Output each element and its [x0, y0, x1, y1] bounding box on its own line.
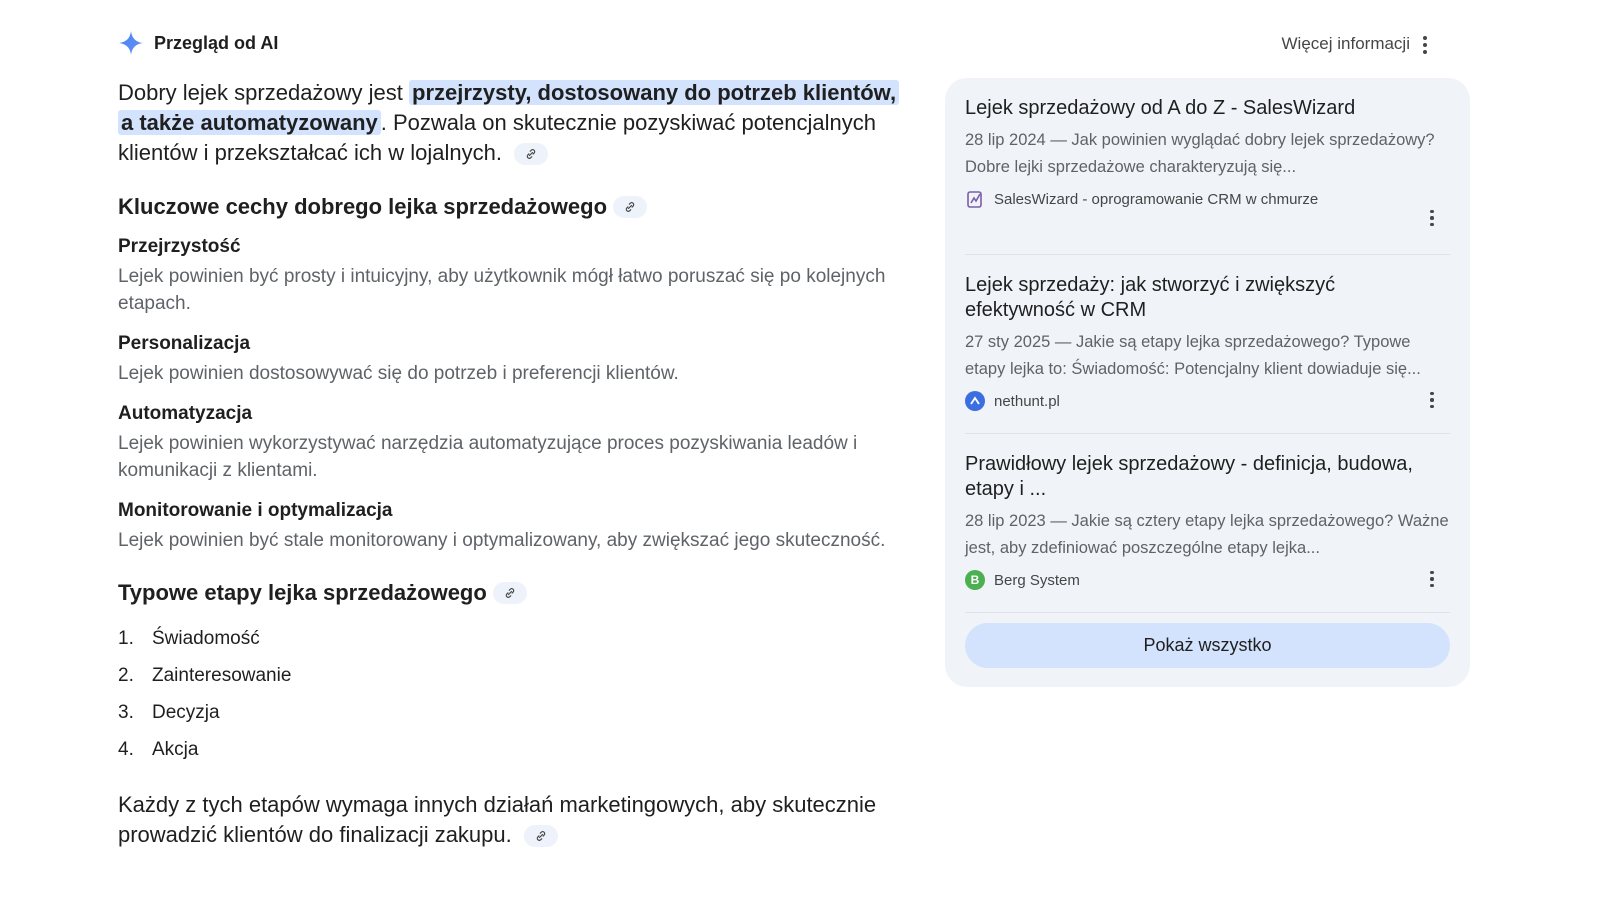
- source-link-chip[interactable]: [514, 143, 548, 165]
- source-site: [965, 570, 1450, 590]
- list-label: Zainteresowanie: [152, 664, 292, 686]
- source-card[interactable]: [965, 255, 1450, 434]
- more-options-icon[interactable]: [1424, 208, 1440, 228]
- saleswizard-icon: [965, 189, 985, 209]
- source-site-name: nethunt.pl: [994, 392, 1060, 410]
- show-all-button[interactable]: Pokaż wszystko: [965, 623, 1450, 668]
- link-icon: [504, 587, 516, 599]
- stages-heading-text: Typowe etapy lejka sprzedażowego: [118, 580, 487, 605]
- list-item: [118, 657, 908, 694]
- outro-paragraph: [118, 790, 908, 850]
- feature-title: Personalizacja: [118, 333, 251, 354]
- nethunt-icon: [965, 391, 985, 411]
- source-site: [965, 391, 1450, 411]
- feature-text: Lejek powinien być prosty i intuicyjny, aby użytkownik mógł łatwo poruszać się po kolejnych etapach.: [118, 266, 886, 314]
- ai-overview-header: [118, 30, 278, 56]
- feature-title: Monitorowanie i optymalizacja: [118, 500, 393, 521]
- source-title[interactable]: Lejek sprzedaży: jak stworzyć i zwiększyć efektywność w CRM: [965, 274, 1336, 321]
- more-info-link[interactable]: Więcej informacji: [1281, 34, 1410, 53]
- features-heading-text: Kluczowe cechy dobrego lejka sprzedażowego: [118, 194, 608, 219]
- list-number: 1.: [118, 627, 134, 649]
- list-label: Decyzja: [152, 701, 220, 723]
- ai-overview-content: [118, 78, 908, 850]
- source-card[interactable]: [965, 434, 1450, 613]
- source-link-chip[interactable]: [524, 825, 558, 847]
- features-heading: [118, 194, 908, 220]
- source-title[interactable]: Prawidłowy lejek sprzedażowy - definicja, budowa, etapy i ...: [965, 453, 1413, 500]
- source-link-chip[interactable]: [493, 582, 527, 604]
- list-item: [118, 731, 908, 768]
- intro-paragraph: [118, 78, 908, 168]
- intro-highlight: przejrzysty, dostosowany do potrzeb klientów,: [409, 80, 899, 105]
- list-label: Świadomość: [152, 627, 260, 649]
- intro-highlight: a także automatyzowany: [118, 110, 381, 135]
- source-title[interactable]: Lejek sprzedażowy od A do Z - SalesWizard: [965, 97, 1356, 119]
- source-site-name: Berg System: [994, 571, 1080, 589]
- more-options-icon[interactable]: [1424, 569, 1440, 589]
- stages-heading: [118, 580, 908, 606]
- intro-text-end: . Pozwala on skutecznie pozyskiwać potencjalnych klientów i przekształcać ich w lojalnych.: [118, 110, 877, 165]
- list-number: 4.: [118, 738, 134, 760]
- feature-title: Automatyzacja: [118, 403, 253, 424]
- feature-text: Lejek powinien być stale monitorowany i optymalizowany, aby zwiększać jego skuteczność.: [118, 530, 886, 551]
- intro-text-start: Dobry lejek sprzedażowy jest: [118, 80, 410, 105]
- source-site: [965, 189, 1450, 209]
- list-number: 2.: [118, 664, 134, 686]
- feature-text: Lejek powinien dostosowywać się do potrzeb i preferencji klientów.: [118, 363, 679, 384]
- source-card[interactable]: [965, 96, 1450, 255]
- more-options-icon[interactable]: [1424, 390, 1440, 410]
- feature-text: Lejek powinien wykorzystywać narzędzia automatyzujące proces pozyskiwania leadów i komunikacji z klientami.: [118, 433, 858, 481]
- feature-item: [118, 333, 908, 387]
- source-site-name: SalesWizard - oprogramowanie CRM w chmurze: [994, 190, 1319, 208]
- link-icon: [525, 148, 537, 160]
- link-icon: [624, 201, 636, 213]
- feature-item: [118, 236, 908, 317]
- feature-item: [118, 500, 908, 554]
- ai-overview-title: Przegląd od AI: [154, 32, 279, 53]
- more-options-icon[interactable]: [1415, 34, 1435, 56]
- outro-text: Każdy z tych etapów wymaga innych działań marketingowych, aby skutecznie prowadzić klientów do finalizacji zakupu.: [118, 792, 877, 847]
- stages-list: [118, 620, 908, 768]
- feature-item: [118, 403, 908, 484]
- list-number: 3.: [118, 701, 134, 723]
- source-snippet: 28 lip 2024 — Jak powinien wyglądać dobry lejek sprzedażowy? Dobre lejki sprzedażowe charakteryzują się...: [965, 131, 1435, 176]
- feature-title: Przejrzystość: [118, 236, 241, 257]
- source-link-chip[interactable]: [613, 196, 647, 218]
- source-snippet: 27 sty 2025 — Jakie są etapy lejka sprzedażowego? Typowe etapy lejka to: Świadomość: Potencjalny klient dowiaduje się...: [965, 333, 1421, 378]
- berg-system-icon: B: [965, 570, 985, 590]
- link-icon: [535, 830, 547, 842]
- source-snippet: 28 lip 2023 — Jakie są cztery etapy lejka sprzedażowego? Ważne jest, aby zdefiniować poszczególne etapy lejka...: [965, 512, 1449, 557]
- sparkle-icon: [118, 30, 144, 56]
- list-item: [118, 620, 908, 657]
- list-item: [118, 694, 908, 731]
- list-label: Akcja: [152, 738, 199, 760]
- sources-panel: [945, 78, 1470, 687]
